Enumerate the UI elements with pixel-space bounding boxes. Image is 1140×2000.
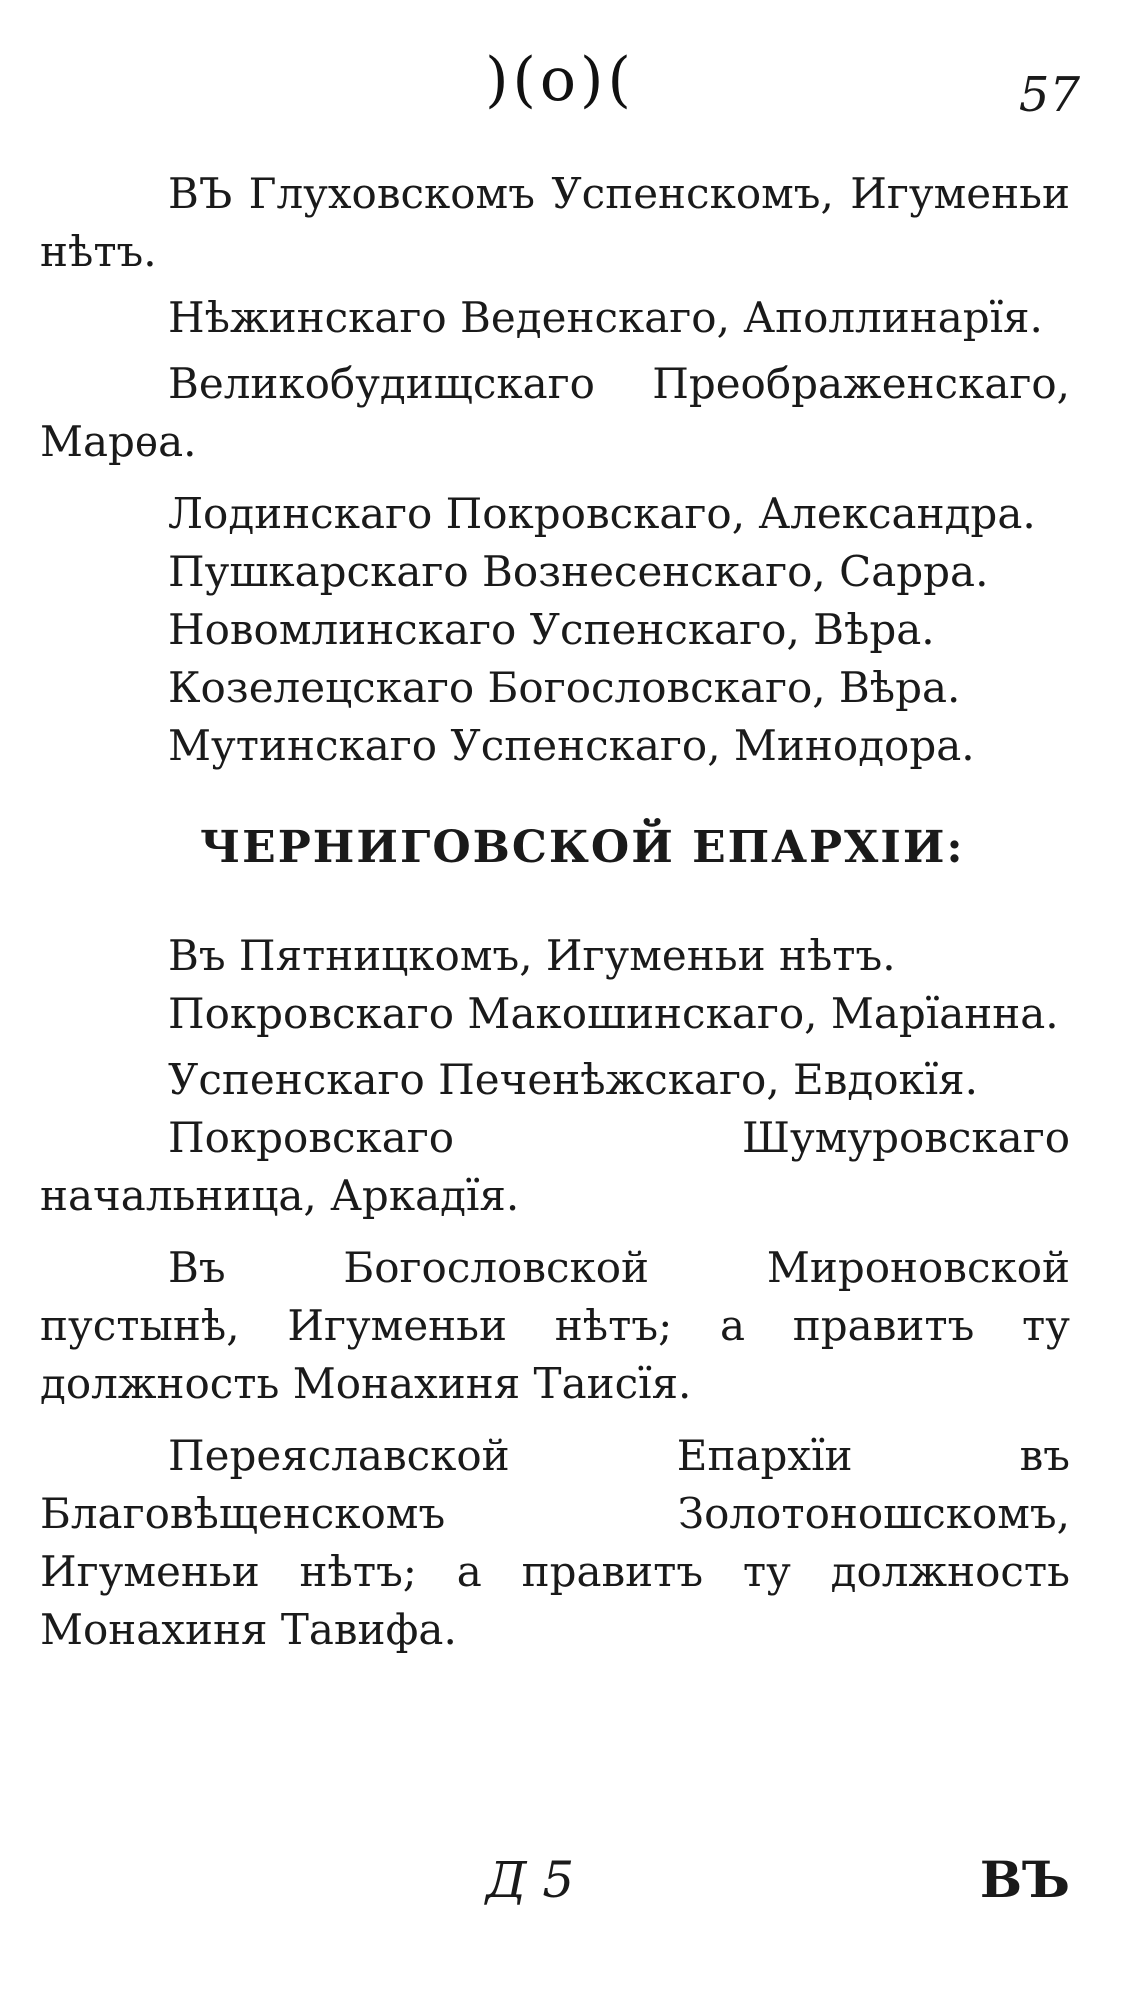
paragraph-pechenezh: Успенскаго Печенѣжскаго, Евдокїя.: [168, 1055, 979, 1104]
convent-list: [40, 485, 1070, 775]
list-item: Козелецскаго Богословскаго, Вѣра.: [168, 663, 961, 712]
paragraph-pyatnitsky: Въ Пятницкомъ, Игуменьи нѣтъ.: [168, 931, 896, 980]
list-item: Лодинскаго Покровскаго, Александра.: [168, 489, 1036, 538]
page-body: [40, 165, 1070, 1659]
paragraph-pereyaslav: Переяславской Епархїи въ Благовѣщенскомъ Золотоношскомъ, Игуменьи нѣтъ; а правитъ ту должность Монахиня Тавифа.: [40, 1431, 1070, 1654]
header-ornament: )(o)(: [485, 45, 635, 115]
signature-mark: Д 5: [485, 1851, 575, 1909]
page-number: 57: [1018, 67, 1080, 123]
section-heading: ЧЕРНИГОВСКОЙ ЕПАРХІИ:: [200, 822, 965, 873]
paragraph-mironov: Въ Богословской Мироновской пустынѣ, Игуменьи нѣтъ; а правитъ ту должность Монахиня Таисїя.: [40, 1243, 1070, 1408]
paragraph-shumurov: Покровскаго Шумуровскаго начальница, Аркадїя.: [40, 1113, 1070, 1220]
list-item: Пушкарскаго Вознесенскаго, Сарра.: [168, 547, 989, 596]
catchword: ВЪ: [979, 1850, 1070, 1909]
paragraph-glukhov: ВЪ Глуховскомъ Успенскомъ, Игуменьи нѣтъ.: [40, 169, 1070, 276]
list-item: Новомлинскаго Успенскаго, Вѣра.: [168, 605, 935, 654]
paragraph-makoshino: Покровскаго Макошинскаго, Марїанна.: [168, 989, 1059, 1038]
list-item: Мутинскаго Успенскаго, Минодора.: [168, 721, 975, 770]
paragraph-velikobudishche: Великобудищскаго Преображенскаго, Марѳа.: [40, 359, 1070, 466]
paragraph-nezhin: Нѣжинскаго Веденскаго, Аполлинарїя.: [168, 293, 1043, 342]
page-footer: [0, 1845, 1140, 1915]
